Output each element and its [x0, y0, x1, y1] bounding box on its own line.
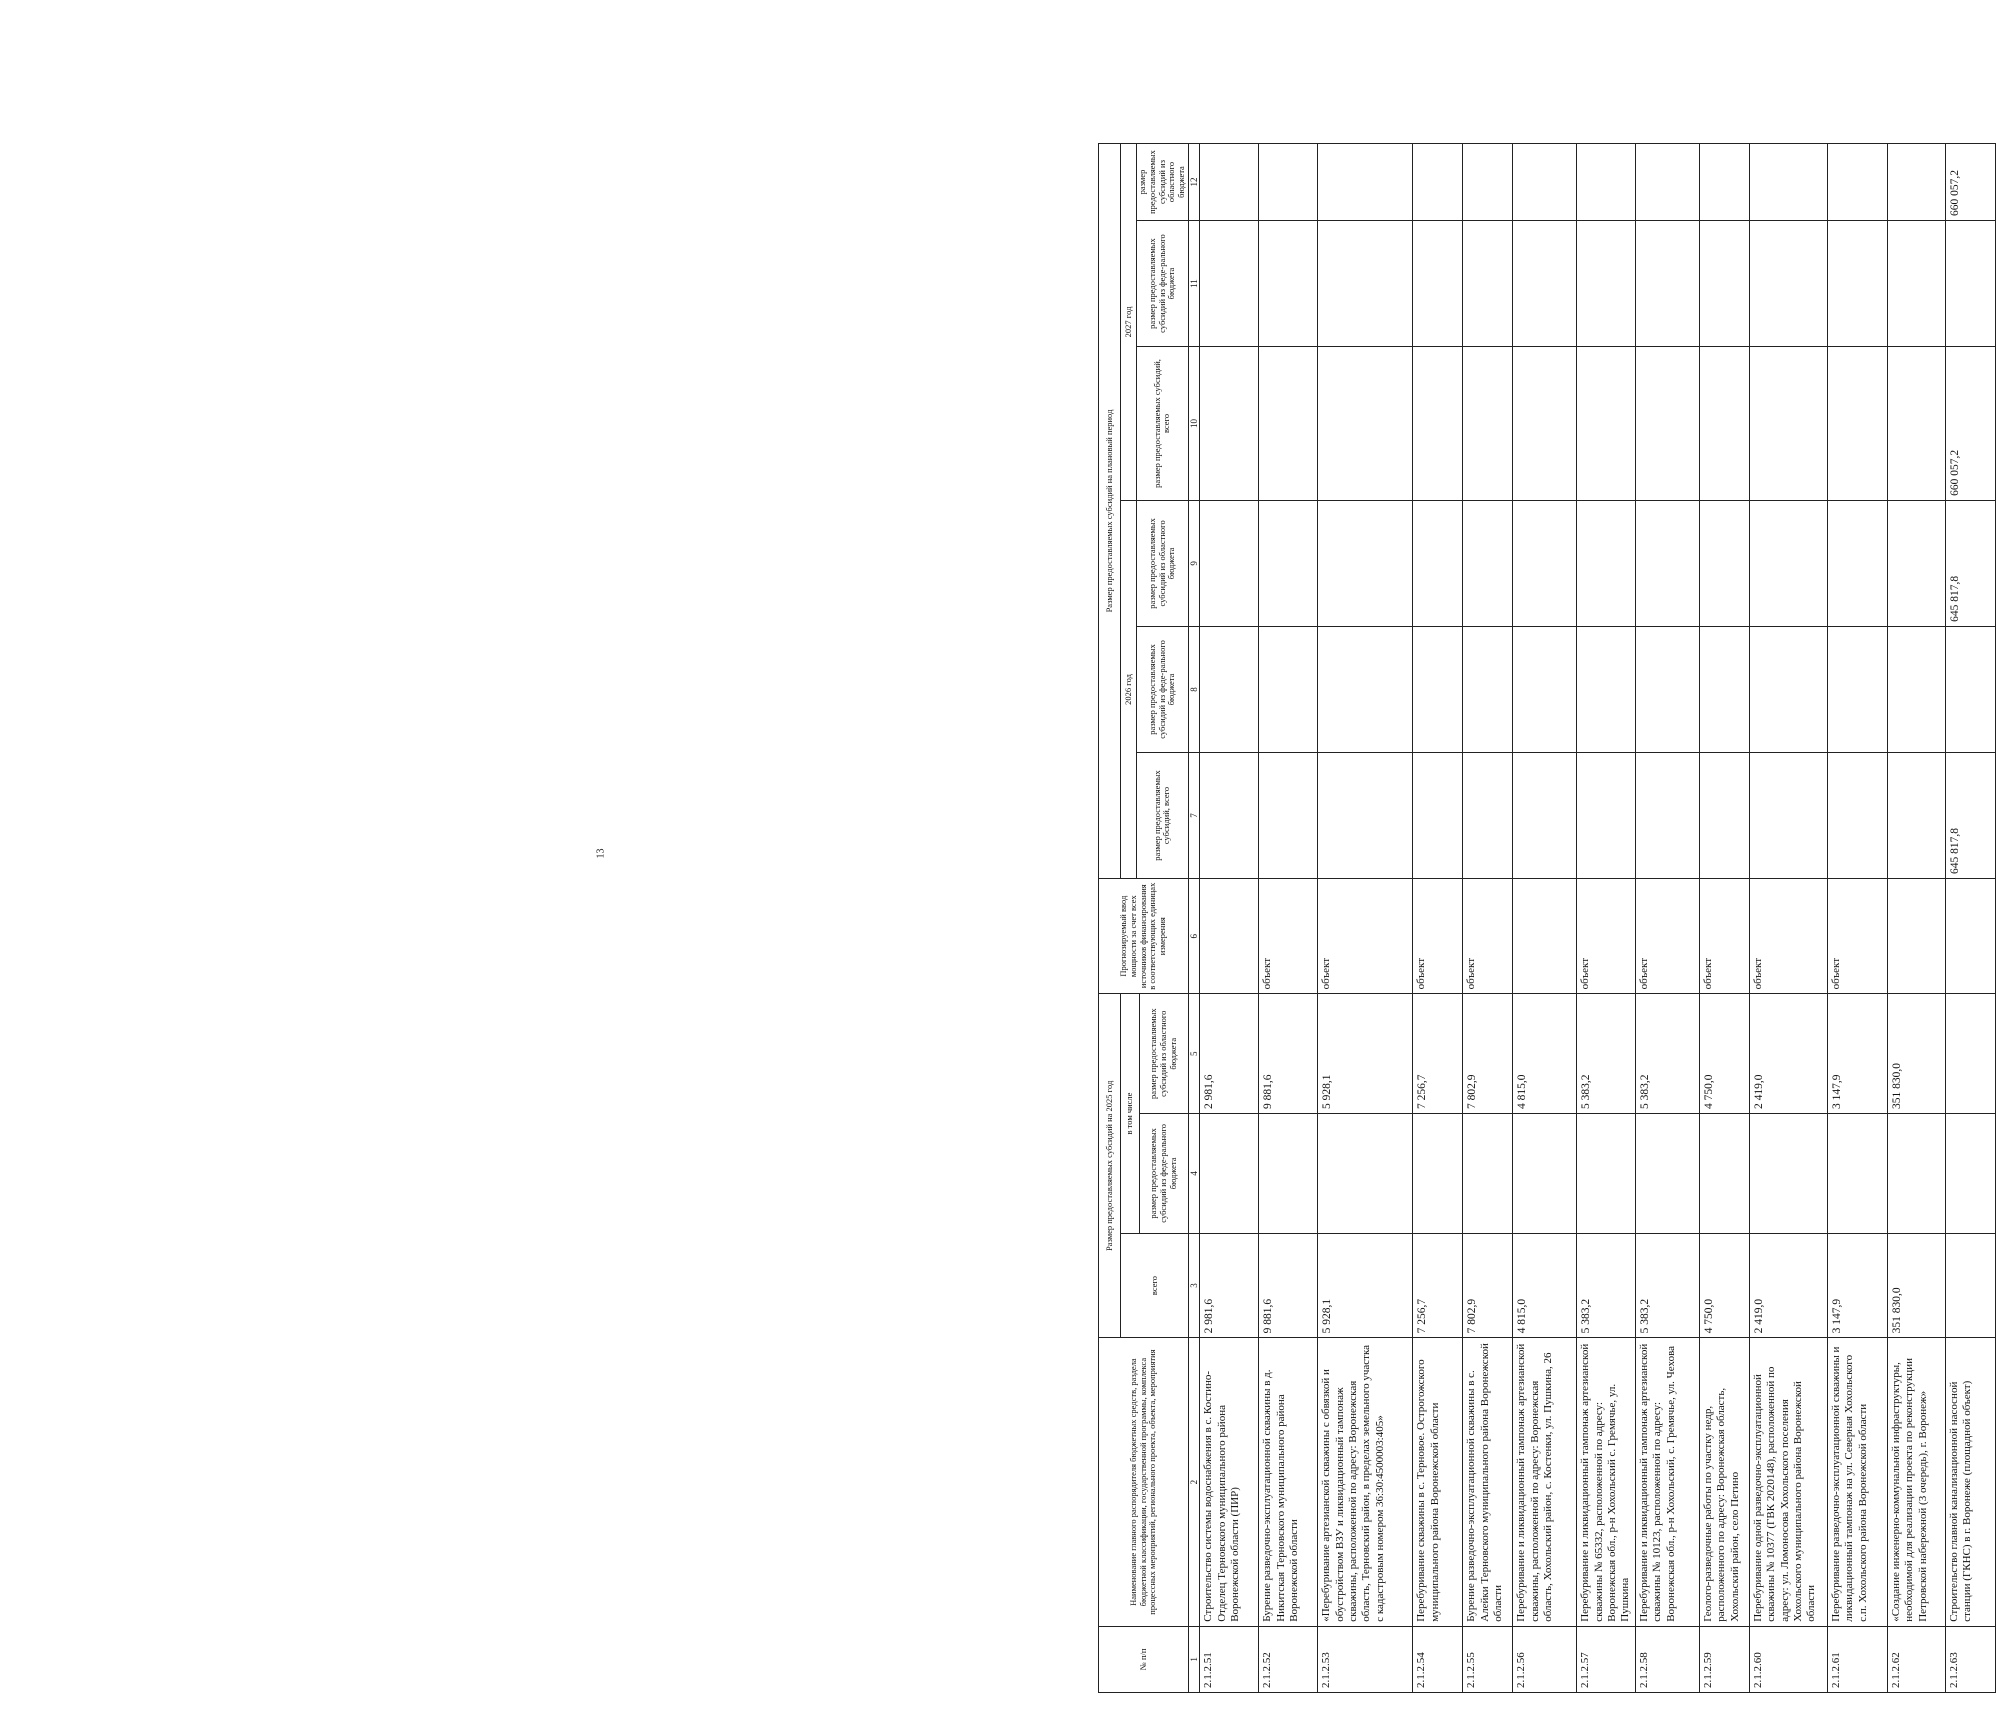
row-number: 2.1.2.63 — [1945, 1626, 1995, 1692]
regional-2025 — [1945, 994, 1995, 1114]
regional-2025: 2 419,0 — [1749, 994, 1827, 1114]
federal-2026 — [1887, 626, 1945, 752]
header-federal-2025: размер предоставляемых субсидий из феде-рального бюджета — [1139, 1114, 1188, 1234]
header-federal-2026: размер предоставляемых субсидий из феде-рального бюджета — [1137, 626, 1189, 752]
regional-2025: 4 750,0 — [1699, 994, 1749, 1114]
capacity-unit: объект — [1699, 879, 1749, 994]
colnum: 6 — [1188, 879, 1199, 994]
colnum: 3 — [1188, 1233, 1199, 1338]
regional-2027 — [1259, 144, 1318, 221]
colnum: 9 — [1188, 500, 1199, 626]
row-number: 2.1.2.55 — [1463, 1626, 1513, 1692]
federal-2026 — [1413, 626, 1463, 752]
total-2027 — [1318, 347, 1413, 501]
capacity-unit: объект — [1749, 879, 1827, 994]
capacity-unit: объект — [1577, 879, 1636, 994]
federal-2027 — [1200, 221, 1259, 347]
header-regional-2027: размер предоставляемых субсидий из областного бюджета — [1137, 144, 1189, 221]
regional-2026 — [1259, 500, 1318, 626]
regional-2027 — [1577, 144, 1636, 221]
table-row — [1699, 144, 1749, 1693]
row-number: 2.1.2.57 — [1577, 1626, 1636, 1692]
regional-2025: 5 383,2 — [1635, 994, 1699, 1114]
federal-2026 — [1635, 626, 1699, 752]
subsidy-table — [1098, 143, 1996, 1693]
regional-2026 — [1699, 500, 1749, 626]
regional-2027 — [1699, 144, 1749, 221]
colnum: 11 — [1188, 221, 1199, 347]
federal-2025 — [1513, 1114, 1577, 1234]
header-year-2026: 2026 год — [1121, 500, 1137, 878]
regional-2025: 5 928,1 — [1318, 994, 1413, 1114]
total-2026 — [1887, 752, 1945, 878]
row-number: 2.1.2.62 — [1887, 1626, 1945, 1692]
federal-2025 — [1577, 1114, 1636, 1234]
capacity-unit: объект — [1318, 879, 1413, 994]
header-year-2027: 2027 год — [1121, 144, 1137, 501]
federal-2026 — [1463, 626, 1513, 752]
header-regional-2025: размер предоставляемых субсидий из областного бюджета — [1139, 994, 1188, 1114]
capacity-unit — [1513, 879, 1577, 994]
row-name: Перебуривание скважины в с. Терновое. Острогожского муниципального района Воронежской области — [1413, 1338, 1463, 1626]
total-2025: 4 815,0 — [1513, 1233, 1577, 1338]
federal-2027 — [1413, 221, 1463, 347]
row-name: Строительство системы водоснабжения в с. Костино-Отделец Терновского муниципального района Воронежской области (ПИР) — [1200, 1338, 1259, 1626]
total-2026 — [1200, 752, 1259, 878]
federal-2025 — [1259, 1114, 1318, 1234]
federal-2027 — [1259, 221, 1318, 347]
capacity-unit: объект — [1635, 879, 1699, 994]
table-row — [1463, 144, 1513, 1693]
table-row — [1318, 144, 1413, 1693]
total-2026 — [1699, 752, 1749, 878]
federal-2025 — [1945, 1114, 1995, 1234]
total-2027 — [1699, 347, 1749, 501]
table-row — [1945, 144, 1995, 1693]
column-numbers-row — [1188, 144, 1199, 1693]
federal-2026 — [1513, 626, 1577, 752]
rotated-table-container — [1098, 143, 1974, 1693]
row-number: 2.1.2.53 — [1318, 1626, 1413, 1692]
row-number: 2.1.2.59 — [1699, 1626, 1749, 1692]
colnum: 1 — [1188, 1626, 1199, 1692]
table-row — [1887, 144, 1945, 1693]
table-row — [1827, 144, 1887, 1693]
row-name: Перебуривание и ликвидационный тампонаж артезианской скважины № 65332, расположенной по адресу: Воронежская обл., р-н Хохольский с. Гремячье, ул. Пушкина — [1577, 1338, 1636, 1626]
regional-2027 — [1635, 144, 1699, 221]
table-row — [1200, 144, 1259, 1693]
regional-2027 — [1413, 144, 1463, 221]
total-2027 — [1887, 347, 1945, 501]
colnum: 2 — [1188, 1338, 1199, 1626]
row-name: Перебуривание и ликвидационный тампонаж артезианской скважины № 10123, расположенной по адресу: Воронежская обл., р-н Хохольский, с. Гремячье, ул. Чехова — [1635, 1338, 1699, 1626]
regional-2027 — [1749, 144, 1827, 221]
federal-2027 — [1749, 221, 1827, 347]
total-2026 — [1259, 752, 1318, 878]
capacity-unit: объект — [1413, 879, 1463, 994]
header-planning-period: Размер предоставляемых субсидий на плановый период — [1099, 144, 1121, 879]
total-2025: 2 419,0 — [1749, 1233, 1827, 1338]
row-number: 2.1.2.52 — [1259, 1626, 1318, 1692]
capacity-unit — [1200, 879, 1259, 994]
total-2027 — [1413, 347, 1463, 501]
regional-2026 — [1200, 500, 1259, 626]
page-number: 13 — [595, 848, 607, 859]
regional-2026 — [1749, 500, 1827, 626]
row-name: Перебуривание и ликвидационный тампонаж артезианской скважины, расположенной по адресу: Воронежская область, Хохольский район, с. Костенки, ул. Пушкина, 26 — [1513, 1338, 1577, 1626]
total-2026 — [1635, 752, 1699, 878]
total-2026 — [1577, 752, 1636, 878]
federal-2027 — [1827, 221, 1887, 347]
federal-2026 — [1827, 626, 1887, 752]
regional-2026: 645 817,8 — [1945, 500, 1995, 626]
header-regional-2026: размер предоставляемых субсидий из областного бюджета — [1137, 500, 1189, 626]
row-name: Перебуривание одной разведочно-эксплуатационной скважины № 10377 (ГВК 2020148), расположенной по адресу: ул. Ломоносова Хохольского поселения Хохольского муниципального района Воронежской области — [1749, 1338, 1827, 1626]
regional-2025: 7 802,9 — [1463, 994, 1513, 1114]
capacity-unit — [1887, 879, 1945, 994]
table-row — [1635, 144, 1699, 1693]
federal-2025 — [1635, 1114, 1699, 1234]
total-2026: 645 817,8 — [1945, 752, 1995, 878]
regional-2027 — [1200, 144, 1259, 221]
colnum: 10 — [1188, 347, 1199, 501]
federal-2025 — [1887, 1114, 1945, 1234]
row-name: Геолого-разведочные работы по участку недр, расположенного по адресу: Воронежская область, Хохольский район, село Петино — [1699, 1338, 1749, 1626]
federal-2025 — [1699, 1114, 1749, 1234]
federal-2027 — [1577, 221, 1636, 347]
regional-2025: 3 147,9 — [1827, 994, 1887, 1114]
federal-2027 — [1318, 221, 1413, 347]
total-2026 — [1318, 752, 1413, 878]
federal-2027 — [1513, 221, 1577, 347]
total-2025: 9 881,6 — [1259, 1233, 1318, 1338]
federal-2025 — [1200, 1114, 1259, 1234]
row-number: 2.1.2.61 — [1827, 1626, 1887, 1692]
total-2027 — [1749, 347, 1827, 501]
row-number: 2.1.2.54 — [1413, 1626, 1463, 1692]
capacity-unit: объект — [1463, 879, 1513, 994]
federal-2026 — [1577, 626, 1636, 752]
total-2025: 5 383,2 — [1577, 1233, 1636, 1338]
row-number: 2.1.2.60 — [1749, 1626, 1827, 1692]
federal-2025 — [1413, 1114, 1463, 1234]
capacity-unit: объект — [1259, 879, 1318, 994]
regional-2025: 2 981,6 — [1200, 994, 1259, 1114]
table-row — [1577, 144, 1636, 1693]
colnum: 12 — [1188, 144, 1199, 221]
total-2027 — [1200, 347, 1259, 501]
colnum: 8 — [1188, 626, 1199, 752]
header-including: в том числе — [1121, 994, 1140, 1233]
table-row — [1413, 144, 1463, 1693]
header-federal-2027: размер предоставляемых субсидий из феде-рального бюджета — [1137, 221, 1189, 347]
total-2027 — [1577, 347, 1636, 501]
total-2027 — [1463, 347, 1513, 501]
table-row — [1259, 144, 1318, 1693]
header-total-2025: всего — [1121, 1233, 1189, 1338]
header-name: Наименование главного распорядителя бюджетных средств, раздела бюджетной классификации, государственной программы, комплекса процессных мероприятий, регионального проекта, объекта, мероприятия — [1099, 1338, 1189, 1626]
capacity-unit — [1945, 879, 1995, 994]
total-2025: 5 383,2 — [1635, 1233, 1699, 1338]
federal-2026 — [1699, 626, 1749, 752]
header-total-2027: размер предоставляемых субсидий, всего — [1137, 347, 1189, 501]
total-2026 — [1413, 752, 1463, 878]
federal-2026 — [1318, 626, 1413, 752]
federal-2026 — [1200, 626, 1259, 752]
total-2027 — [1827, 347, 1887, 501]
colnum: 7 — [1188, 752, 1199, 878]
total-2025: 3 147,9 — [1827, 1233, 1887, 1338]
regional-2025: 4 815,0 — [1513, 994, 1577, 1114]
regional-2027: 660 057,2 — [1945, 144, 1995, 221]
total-2026 — [1513, 752, 1577, 878]
row-name: «Создание инженерно-коммунальной инфраструктуры, необходимой для реализации проекта по реконструкции Петровской набережной (3 очередь), г. Воронеж» — [1887, 1338, 1945, 1626]
total-2026 — [1749, 752, 1827, 878]
row-name: «Перебуривание артезианской скважины с обвязкой и обустройством ВЗУ и ликвидационный тампонаж скважины, расположенной по адресу: Воронежская область, Терновский район, в пределах земельного участка с кадастровым номером 36:30:4500003:405» — [1318, 1338, 1413, 1626]
header-subsidy-2025: Размер предоставляемых субсидий на 2025 год — [1099, 994, 1121, 1338]
federal-2025 — [1318, 1114, 1413, 1234]
total-2027 — [1259, 347, 1318, 501]
header-no: № п/п — [1099, 1626, 1189, 1692]
regional-2027 — [1463, 144, 1513, 221]
total-2027 — [1635, 347, 1699, 501]
colnum: 4 — [1188, 1114, 1199, 1234]
regional-2025: 7 256,7 — [1413, 994, 1463, 1114]
regional-2026 — [1413, 500, 1463, 626]
row-name: Строительство главной канализационной насосной станции (ГКНС) в г. Воронеже (площадной объект) — [1945, 1338, 1995, 1626]
federal-2026 — [1749, 626, 1827, 752]
row-name: Бурение разведочно-эксплуатационной скважины в д. Никитская Терновского муниципального района Воронежской области — [1259, 1338, 1318, 1626]
total-2027: 660 057,2 — [1945, 347, 1995, 501]
federal-2025 — [1749, 1114, 1827, 1234]
regional-2025: 351 830,0 — [1887, 994, 1945, 1114]
colnum: 5 — [1188, 994, 1199, 1114]
federal-2027 — [1887, 221, 1945, 347]
header-capacity: Прогнозируемый ввод мощности за счет всех источников финансирования в соответствующих единицах измерения — [1099, 879, 1189, 994]
federal-2026 — [1945, 626, 1995, 752]
table-row — [1749, 144, 1827, 1693]
header-total-2026: размер предоставляемых субсидий, всего — [1137, 752, 1189, 878]
row-name: Перебуривание разведочно-эксплуатационной скважины и ликвидационный тампонаж на ул. Северная Хохольского с.п. Хохольского района Воронежской области — [1827, 1338, 1887, 1626]
table-row — [1513, 144, 1577, 1693]
regional-2026 — [1827, 500, 1887, 626]
regional-2026 — [1318, 500, 1413, 626]
regional-2026 — [1577, 500, 1636, 626]
row-name: Бурение разведочно-эксплуатационной скважины в с. Алейки Терновского муниципального района Воронежской области — [1463, 1338, 1513, 1626]
regional-2025: 5 383,2 — [1577, 994, 1636, 1114]
federal-2025 — [1827, 1114, 1887, 1234]
total-2025: 7 256,7 — [1413, 1233, 1463, 1338]
regional-2026 — [1635, 500, 1699, 626]
total-2027 — [1513, 347, 1577, 501]
federal-2027 — [1463, 221, 1513, 347]
regional-2027 — [1513, 144, 1577, 221]
regional-2026 — [1463, 500, 1513, 626]
regional-2027 — [1887, 144, 1945, 221]
regional-2026 — [1513, 500, 1577, 626]
total-2025: 5 928,1 — [1318, 1233, 1413, 1338]
federal-2027 — [1699, 221, 1749, 347]
regional-2026 — [1887, 500, 1945, 626]
row-number: 2.1.2.56 — [1513, 1626, 1577, 1692]
total-2026 — [1463, 752, 1513, 878]
total-2025: 4 750,0 — [1699, 1233, 1749, 1338]
federal-2027 — [1945, 221, 1995, 347]
total-2026 — [1827, 752, 1887, 878]
regional-2025: 9 881,6 — [1259, 994, 1318, 1114]
federal-2025 — [1463, 1114, 1513, 1234]
row-number: 2.1.2.58 — [1635, 1626, 1699, 1692]
total-2025: 2 981,6 — [1200, 1233, 1259, 1338]
total-2025: 7 802,9 — [1463, 1233, 1513, 1338]
capacity-unit: объект — [1827, 879, 1887, 994]
regional-2027 — [1318, 144, 1413, 221]
regional-2027 — [1827, 144, 1887, 221]
total-2025 — [1945, 1233, 1995, 1338]
table-body — [1200, 144, 1996, 1693]
federal-2026 — [1259, 626, 1318, 752]
total-2025: 351 830,0 — [1887, 1233, 1945, 1338]
row-number: 2.1.2.51 — [1200, 1626, 1259, 1692]
federal-2027 — [1635, 221, 1699, 347]
